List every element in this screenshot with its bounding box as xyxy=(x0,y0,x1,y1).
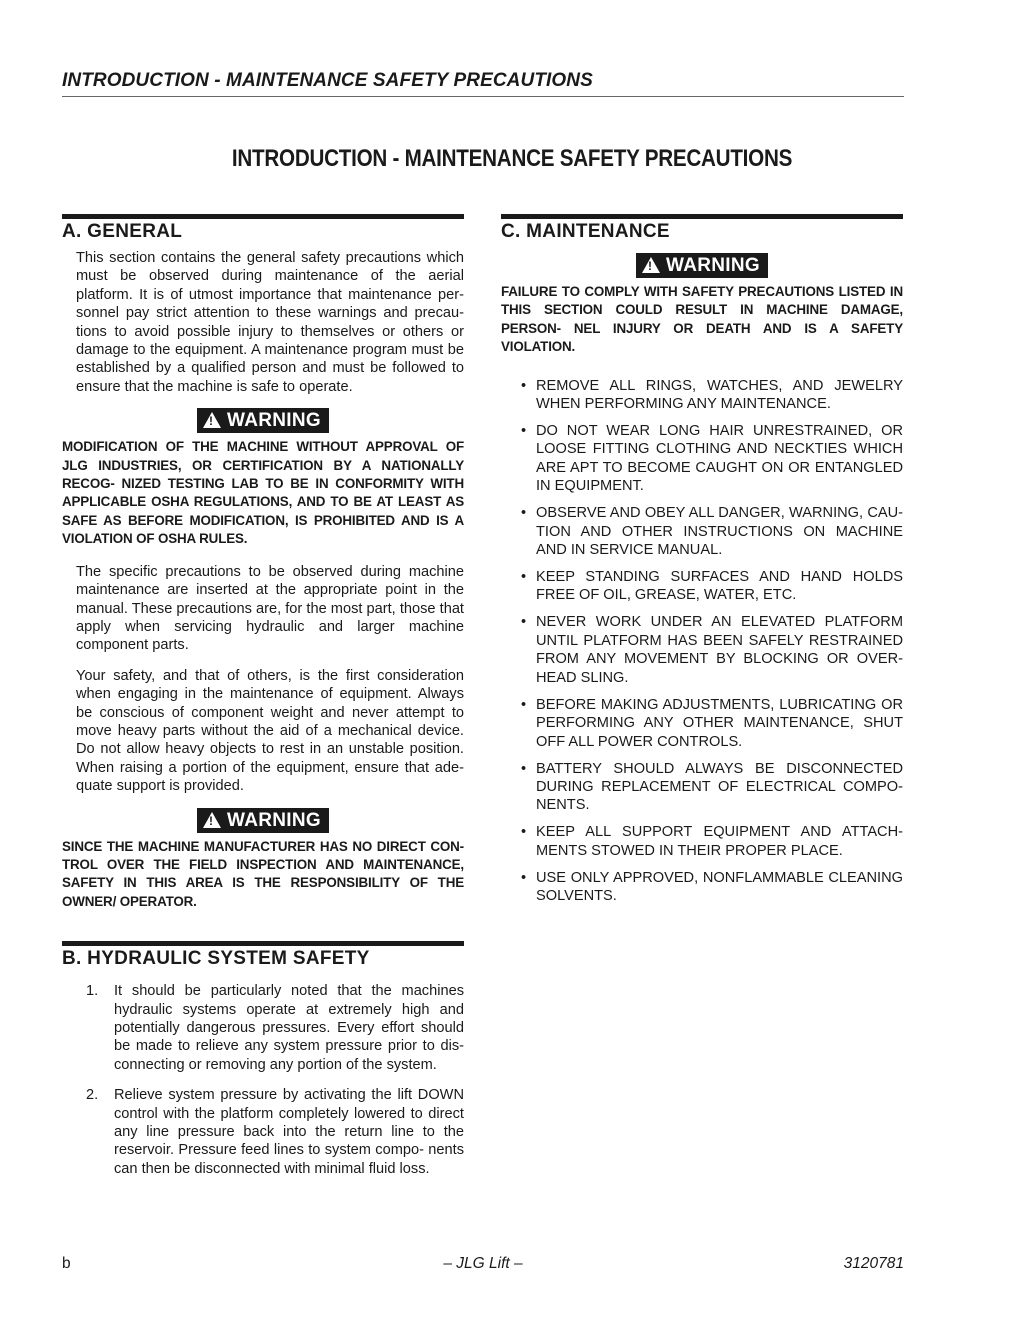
warning-badge xyxy=(197,408,329,433)
warning-block-3 xyxy=(501,253,903,278)
page-title: INTRODUCTION - MAINTENANCE SAFETY PRECAUTIONS xyxy=(231,145,793,172)
bullet-icon: • xyxy=(521,377,527,394)
item-text: It should be particularly noted that the machines hydraulic systems operate at extremely high and potentially dangerous pressures. Every effort should be made to relieve any system pressure prior to dis- connecting or removing any portion of the system. xyxy=(114,983,464,1073)
warning-label: WARNING xyxy=(227,809,321,831)
list-item xyxy=(501,823,903,860)
item-number: 1. xyxy=(86,983,99,1000)
warning-triangle-icon xyxy=(203,412,221,428)
list-item xyxy=(501,377,903,414)
left-column xyxy=(62,214,464,1190)
list-item xyxy=(501,696,903,751)
list-item xyxy=(62,1086,464,1178)
general-paragraph-2: The specific precautions to be observed during machine maintenance are inserted at the appropriate point in the manual. These precautions are, for the most part, those that apply when servicing hydraulic and larger machine component parts. xyxy=(76,563,464,654)
hydraulic-list xyxy=(62,982,464,1178)
bullet-icon: • xyxy=(521,760,527,777)
bullet-text: KEEP STANDING SURFACES AND HAND HOLDS FREE OF OIL, GREASE, WATER, ETC. xyxy=(536,569,903,604)
warning-badge xyxy=(636,253,768,278)
bullet-text: OBSERVE AND OBEY ALL DANGER, WARNING, CAU- TION AND OTHER INSTRUCTIONS ON MACHINE AND IN SERVICE MANUAL. xyxy=(536,505,903,559)
list-item xyxy=(501,504,903,559)
warning-block-2 xyxy=(62,808,464,833)
section-heading-general: A. GENERAL xyxy=(62,214,464,243)
warning-triangle-icon xyxy=(203,812,221,828)
warning-triangle-icon xyxy=(642,257,660,273)
bullet-icon: • xyxy=(521,505,527,522)
bullet-icon: • xyxy=(521,614,527,631)
warning-label: WARNING xyxy=(666,255,760,276)
bullet-text: NEVER WORK UNDER AN ELEVATED PLATFORM UNTIL PLATFORM HAS BEEN SAFELY RESTRAINED FROM ANY MOVEMENT BY BLOCKING OR OVER- HEAD SLING. xyxy=(536,614,903,686)
running-header: INTRODUCTION - MAINTENANCE SAFETY PRECAUTIONS xyxy=(62,70,904,97)
right-column xyxy=(501,214,903,914)
bullet-text: REMOVE ALL RINGS, WATCHES, AND JEWELRY WHEN PERFORMING ANY MAINTENANCE. xyxy=(536,377,903,413)
item-text: Relieve system pressure by activating the lift DOWN control with the platform completely lowered to direct any line pressure back into the return line to the reservoir. Pressure feed lines to system compo- nents can then be disconnected with minimal fluid loss. xyxy=(114,1087,464,1177)
bullet-icon: • xyxy=(521,824,527,841)
section-heading-hydraulic: B. HYDRAULIC SYSTEM SAFETY xyxy=(62,941,464,970)
item-number: 2. xyxy=(86,1087,99,1104)
bullet-icon: • xyxy=(521,696,527,713)
warning-text-compliance: FAILURE TO COMPLY WITH SAFETY PRECAUTIONS LISTED IN THIS SECTION COULD RESULT IN MACHINE DAMAGE, PERSON- NEL INJURY OR DEATH AND IS A SAFETY VIOLATION. xyxy=(501,284,903,355)
bullet-text: BATTERY SHOULD ALWAYS BE DISCONNECTED DURING REPLACEMENT OF ELECTRICAL COMPO- NENTS. xyxy=(536,760,903,814)
warning-badge xyxy=(197,808,329,833)
bullet-text: USE ONLY APPROVED, NONFLAMMABLE CLEANING SOLVENTS. xyxy=(536,869,903,905)
section-heading-maintenance: C. MAINTENANCE xyxy=(501,214,903,243)
general-paragraph-3: Your safety, and that of others, is the first consideration when engaging in the maintenance of equipment. Always be conscious of component weight and never attempt to move heavy parts without the aid of a mechanical device. Do not allow heavy objects to rest in an unstable position. When raising a portion of the equipment, ensure that ade- quate support is provided. xyxy=(76,667,464,795)
warning-text-modification: MODIFICATION OF THE MACHINE WITHOUT APPROVAL OF JLG INDUSTRIES, OR CERTIFICATION BY A NATIONALLY RECOG- NIZED TESTING LAB TO BE IN CONFORMITY WITH APPLICABLE OSHA REGULATIONS, AND TO BE AT LEAST AS SAFE AS BEFORE MODIFICATION, IS PROHIBITED AND IS A VIOLATION OF OSHA RULES. xyxy=(62,439,464,547)
warning-block-1 xyxy=(62,408,464,433)
document-number: 3120781 xyxy=(843,1255,904,1272)
warning-label: WARNING xyxy=(227,410,321,432)
bullet-icon: • xyxy=(521,423,527,440)
maintenance-bullet-list xyxy=(501,377,903,906)
bullet-icon: • xyxy=(521,569,527,586)
list-item xyxy=(62,982,464,1074)
warning-text-owner-responsibility: SINCE THE MACHINE MANUFACTURER HAS NO DIRECT CON- TROL OVER THE FIELD INSPECTION AND MAINTENANCE, SAFETY IN THIS AREA IS THE RESPONSIBILITY OF THE OWNER/ OPERATOR. xyxy=(62,838,464,909)
footer-brand: – JLG Lift – xyxy=(443,1255,523,1272)
list-item xyxy=(501,422,903,496)
list-item xyxy=(501,613,903,687)
bullet-icon: • xyxy=(521,869,527,886)
bullet-text: KEEP ALL SUPPORT EQUIPMENT AND ATTACH- MENTS STOWED IN THEIR PROPER PLACE. xyxy=(536,824,903,859)
list-item xyxy=(501,869,903,906)
bullet-text: DO NOT WEAR LONG HAIR UNRESTRAINED, OR LOOSE FITTING CLOTHING AND NECKTIES WHICH ARE APT TO BECOME CAUGHT ON OR ENTANGLED IN EQUIPMENT. xyxy=(536,423,903,495)
list-item xyxy=(501,760,903,815)
page-number: b xyxy=(62,1255,71,1272)
general-intro-paragraph: This section contains the general safety precautions which must be observed during maintenance of the aerial platform. It is of utmost importance that maintenance per- sonnel pay strict attention to these warnings and precau- tions to avoid possible injury to themselves or others or damage to the equipment. A maintenance program must be established by a qualified person and must be followed to ensure that the machine is safe to operate. xyxy=(76,250,464,395)
bullet-text: BEFORE MAKING ADJUSTMENTS, LUBRICATING OR PERFORMING ANY OTHER MAINTENANCE, SHUT OFF ALL POWER CONTROLS. xyxy=(536,696,903,750)
list-item xyxy=(501,568,903,605)
